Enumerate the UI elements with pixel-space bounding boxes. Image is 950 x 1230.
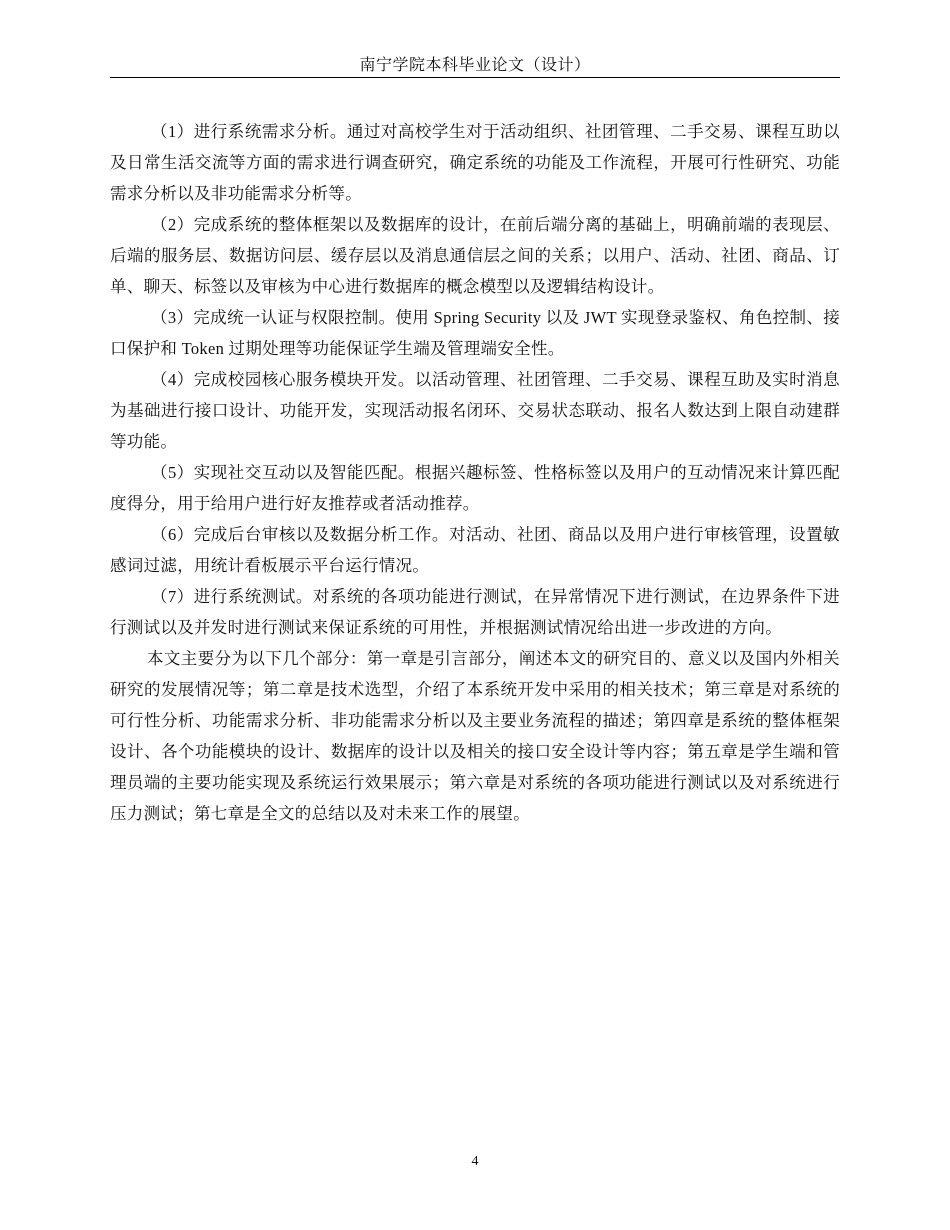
paragraph-social-matching: （5）实现社交互动以及智能匹配。根据兴趣标签、性格标签以及用户的互动情况来计算匹配度得分，用于给用户进行好友推荐或者活动推荐。 <box>110 463 840 513</box>
paragraph-chapter-overview: 本文主要分为以下几个部分：第一章是引言部分，阐述本文的研究目的、意义以及国内外相关研究的发展情况等；第二章是技术选型，介绍了本系统开发中采用的相关技术；第三章是对系统的可行性分析、功能需求分析、非功能需求分析以及主要业务流程的描述；第四章是系统的整体框架设计、各个功能模块的设计、数据库的设计以及相关的接口安全设计等内容；第五章是学生端和管理员端的主要功能实现及系统运行效果展示；第六章是对系统的各项功能进行测试以及对系统进行压力测试；第七章是全文的总结以及对未来工作的展望。 <box>110 649 840 823</box>
paragraph-system-testing: （7）进行系统测试。对系统的各项功能进行测试，在异常情况下进行测试，在边界条件下进行测试以及并发时进行测试来保证系统的可用性，并根据测试情况给出进一步改进的方向。 <box>110 587 840 637</box>
paragraph-core-modules: （4）完成校园核心服务模块开发。以活动管理、社团管理、二手交易、课程互助及实时消息为基础进行接口设计、功能开发，实现活动报名闭环、交易状态联动、报名人数达到上限自动建群等功能。 <box>110 370 840 451</box>
document-body <box>110 116 840 829</box>
paragraph-auth-permission: （3）完成统一认证与权限控制。使用 Spring Security 以及 JWT 实现登录鉴权、角色控制、接口保护和 Token 过期处理等功能保证学生端及管理端安全性。 <box>110 308 840 358</box>
paragraph-framework-database-design: （2）完成系统的整体框架以及数据库的设计，在前后端分离的基础上，明确前端的表现层、后端的服务层、数据访问层、缓存层以及消息通信层之间的关系；以用户、活动、社团、商品、订单、聊天、标签以及审核为中心进行数据库的概念模型以及逻辑结构设计。 <box>110 215 840 296</box>
page-header: 南宁学院本科毕业论文（设计） <box>110 55 840 78</box>
paragraph-requirements-analysis: （1）进行系统需求分析。通过对高校学生对于活动组织、社团管理、二手交易、课程互助以及日常生活交流等方面的需求进行调查研究，确定系统的功能及工作流程，开展可行性研究、功能需求分析以及非功能需求分析等。 <box>110 122 840 203</box>
paragraph-admin-review: （6）完成后台审核以及数据分析工作。对活动、社团、商品以及用户进行审核管理，设置敏感词过滤，用统计看板展示平台运行情况。 <box>110 525 840 575</box>
page-number: 4 <box>471 1154 479 1169</box>
